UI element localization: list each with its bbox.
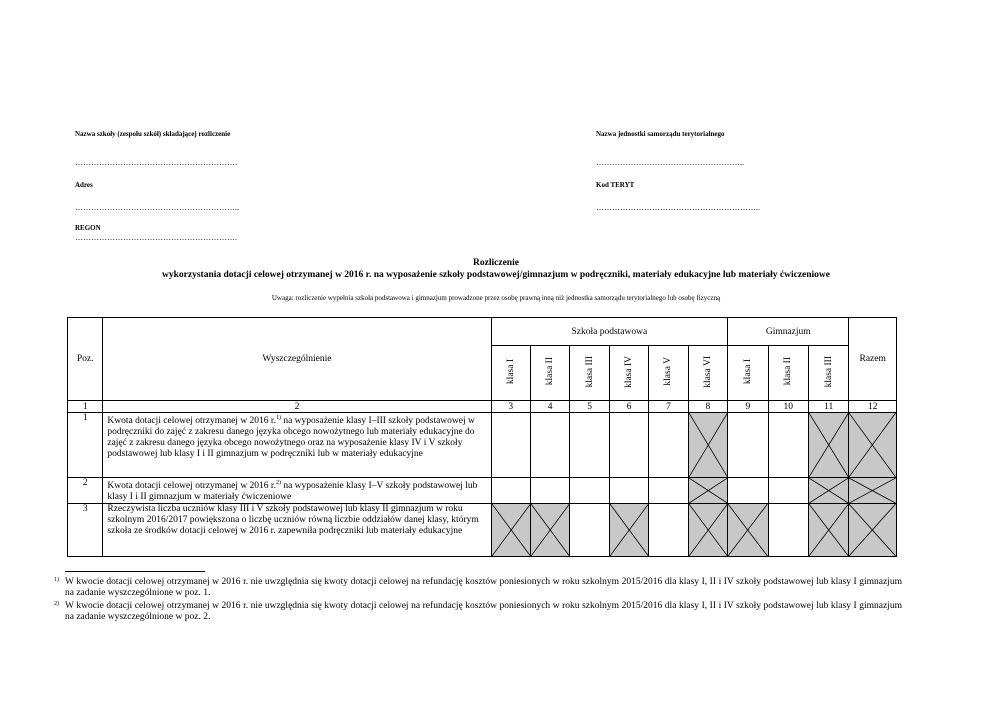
- header-class-8: [768, 346, 808, 401]
- row-description-text: Kwota dotacji celowej otrzymanej w 2016 r.: [107, 416, 276, 427]
- footnote-1-number: 1): [54, 577, 59, 583]
- header-class-9: [808, 346, 848, 401]
- footnote-separator: [65, 571, 205, 572]
- crossed-cell: [849, 504, 897, 557]
- column-number: 9: [728, 401, 768, 413]
- header-class-label: klasa III: [584, 355, 595, 388]
- header-class-label: klasa II: [545, 357, 556, 386]
- row-position: 3: [68, 504, 103, 557]
- header-class-label: klasa IV: [624, 355, 635, 388]
- row-position: 1: [68, 413, 103, 478]
- input-cell[interactable]: [609, 413, 648, 478]
- footnote-2-number: 2): [54, 601, 59, 607]
- row-description-text-continued: na wyposażenie klasy I–III szkoły podstawowej w podręczniki do zajęć z zakresu danego języka obcego nowożytnego lub materiały edukacyjne do zajęć z zakresu danego języka obcego nowożytnego oraz na wyposażenie klasy IV i V szkoły podstawowej lub klasy I i II gimnazjum w podręczniki lub w materiały edukacyjne: [107, 416, 475, 460]
- header-class-label: klasa I: [742, 358, 753, 385]
- column-number: 2: [103, 401, 491, 413]
- footnote-1: [54, 577, 902, 599]
- crossed-cell: [849, 413, 897, 478]
- input-cell[interactable]: [491, 413, 530, 478]
- header-primary-school: Szkoła podstawowa: [491, 318, 728, 346]
- teryt-label: Kod TERYT: [596, 181, 635, 189]
- crossed-cell: [530, 504, 569, 557]
- header-class-7: [728, 346, 768, 401]
- crossed-cell: [609, 504, 648, 557]
- crossed-cell: [849, 478, 897, 504]
- row-description-text: Rzeczywista liczba uczniów klasy III i V szkoły podstawowej lub klasy II gimnazjum w roku szkolnym 2016/2017 powiększona o liczbę uczniów równą liczbie oddziałów danej klasy, którym szkoła ze środków dotacji celowej w 2016 r. zapewniła podręczniki lub materiały edukacyjne: [107, 504, 479, 537]
- footnote-2-text: W kwocie dotacji celowej otrzymanej w 2016 r. nie uwzględnia się kwoty dotacji celowej na refundację kosztów poniesionych w roku szkolnym 2015/2016 dla klasy I, II i IV szkoły podstawowej lub klasy I gimnazjum na zadanie wyszczególnione w poz. 2.: [65, 601, 902, 622]
- document-note: Uwaga: rozliczenie wypełnia szkoła podstawowa i gimnazjum prowadzone przez osobę prawną inną niż jednostka samorządu terytorialnego lub osobę fizyczną: [271, 294, 721, 302]
- header-class-label: klasa VI: [702, 355, 713, 388]
- header-class-2: [530, 346, 569, 401]
- crossed-cell: [728, 504, 768, 557]
- input-cell[interactable]: [728, 413, 768, 478]
- input-cell[interactable]: [570, 413, 609, 478]
- jst-label: Nazwa jednostki samorządu terytorialnego: [596, 130, 725, 138]
- input-cell[interactable]: [570, 478, 609, 504]
- header-class-1: [491, 346, 530, 401]
- header-description: Wyszczególnienie: [103, 318, 491, 401]
- crossed-cell: [808, 413, 848, 478]
- input-cell[interactable]: [530, 413, 569, 478]
- input-cell[interactable]: [530, 478, 569, 504]
- school-name-field[interactable]: …………………………………………………….: [75, 158, 237, 167]
- column-number: 11: [808, 401, 848, 413]
- input-cell[interactable]: [768, 504, 808, 557]
- header-gymnasium: Gimnazjum: [728, 318, 849, 346]
- header-class-3: [570, 346, 609, 401]
- crossed-cell: [688, 504, 727, 557]
- document-title: Rozliczenie: [473, 258, 519, 268]
- input-cell[interactable]: [768, 478, 808, 504]
- table-row: [68, 504, 897, 557]
- header-class-label: klasa III: [823, 355, 834, 388]
- header-class-5: [649, 346, 688, 401]
- input-cell[interactable]: [649, 504, 688, 557]
- address-field[interactable]: ……………………………………………………..: [75, 203, 239, 212]
- input-cell[interactable]: [649, 478, 688, 504]
- column-number: 1: [68, 401, 103, 413]
- school-name-label: Nazwa szkoły (zespołu szkół) składającej rozliczenie: [75, 130, 231, 138]
- input-cell[interactable]: [768, 413, 808, 478]
- table-row: [68, 478, 897, 504]
- header-class-label: klasa II: [783, 357, 794, 386]
- column-number: 7: [649, 401, 688, 413]
- header-poz: Poz.: [68, 318, 103, 401]
- input-cell[interactable]: [609, 478, 648, 504]
- crossed-cell: [688, 478, 727, 504]
- row-description: [103, 478, 491, 504]
- row-description: [103, 413, 491, 478]
- column-number: 12: [849, 401, 897, 413]
- crossed-cell: [808, 504, 848, 557]
- footnote-reference: 2): [275, 480, 281, 486]
- header-total: Razem: [849, 318, 897, 401]
- address-label: Adres: [75, 181, 93, 189]
- input-cell[interactable]: [491, 478, 530, 504]
- row-description-text: Kwota dotacji celowej otrzymanej w 2016 r.: [107, 481, 276, 492]
- column-number: 8: [688, 401, 727, 413]
- footnote-1-text: W kwocie dotacji celowej otrzymanej w 2016 r. nie uwzględnia się kwoty dotacji celowej na refundację kosztów poniesionych w roku szkolnym 2015/2016 dla klasy I, II i IV szkoły podstawowej lub klasy I gimnazjum na zadanie wyszczególnione w poz. 1.: [65, 577, 902, 598]
- column-number: 5: [570, 401, 609, 413]
- column-number: 6: [609, 401, 648, 413]
- header-class-label: klasa V: [663, 357, 674, 386]
- document-subtitle: wykorzystania dotacji celowej otrzymanej w 2016 r. na wyposażenie szkoły podstawowej/gimnazjum w podręczniki, materiały edukacyjne lub materiały ćwiczeniowe: [162, 270, 830, 280]
- input-cell[interactable]: [649, 413, 688, 478]
- row-description: [103, 504, 491, 557]
- column-number: 10: [768, 401, 808, 413]
- regon-label: REGON: [75, 224, 101, 232]
- header-class-4: [609, 346, 648, 401]
- row-description-text-continued: na wyposażenie klasy I–V szkoły podstawowej lub klasy I i II gimnazjum w materiały ćwiczeniowe: [107, 481, 478, 503]
- footnote-reference: 1): [275, 415, 281, 421]
- crossed-cell: [491, 504, 530, 557]
- input-cell[interactable]: [570, 504, 609, 557]
- input-cell[interactable]: [728, 478, 768, 504]
- table-row: [68, 413, 897, 478]
- teryt-field[interactable]: ……………………………………………………..: [596, 203, 760, 212]
- header-class-6: [688, 346, 727, 401]
- column-number: 4: [530, 401, 569, 413]
- crossed-cell: [808, 478, 848, 504]
- crossed-cell: [688, 413, 727, 478]
- column-number: 3: [491, 401, 530, 413]
- settlement-table: [67, 317, 897, 557]
- jst-field[interactable]: ………………………………………………..: [596, 158, 744, 167]
- footnote-2: [54, 601, 902, 623]
- row-position: 2: [68, 478, 103, 504]
- header-class-label: klasa I: [505, 358, 516, 385]
- regon-field[interactable]: …………………………………………………….: [75, 233, 237, 242]
